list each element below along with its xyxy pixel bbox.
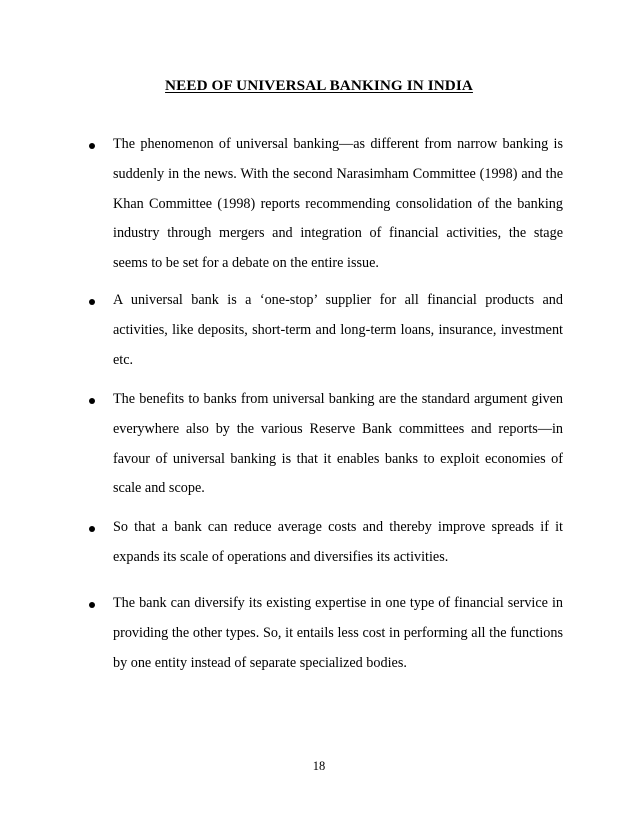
- bullet-icon: [89, 299, 95, 305]
- bullet-icon: [89, 143, 95, 149]
- bullet-text: The bank can diversify its existing expertise in one type of financial service in providing the other types. So, it entails less cost in performing all the functions by one entity instead of separate specialized bodies.: [113, 595, 563, 671]
- bullet-text: The phenomenon of universal banking—as different from narrow banking is suddenly in the news. With the second Narasimham Committee (1998) and the Khan Committee (1998) reports recommending consolidation of the banking industry through mergers and integration of financial activities, the stage seems to be set for a debate on the entire issue.: [113, 136, 563, 272]
- bullet-icon: [89, 602, 95, 608]
- page-title: NEED OF UNIVERSAL BANKING IN INDIA: [165, 77, 473, 94]
- bullet-text: The benefits to banks from universal banking are the standard argument given everywhere also by the various Reserve Bank committees and reports—in favour of universal banking is that it enables banks to exploit economies of scale and scope.: [113, 391, 563, 497]
- bullet-text: So that a bank can reduce average costs and thereby improve spreads if it expands its scale of operations and diversifies its activities.: [113, 519, 563, 565]
- bullet-icon: [89, 398, 95, 404]
- page-number: 18: [312, 759, 326, 773]
- bullet-text: A universal bank is a ‘one-stop’ supplier for all financial products and activities, like deposits, short-term and long-term loans, insurance, investment etc.: [113, 292, 563, 368]
- bullet-icon: [89, 526, 95, 532]
